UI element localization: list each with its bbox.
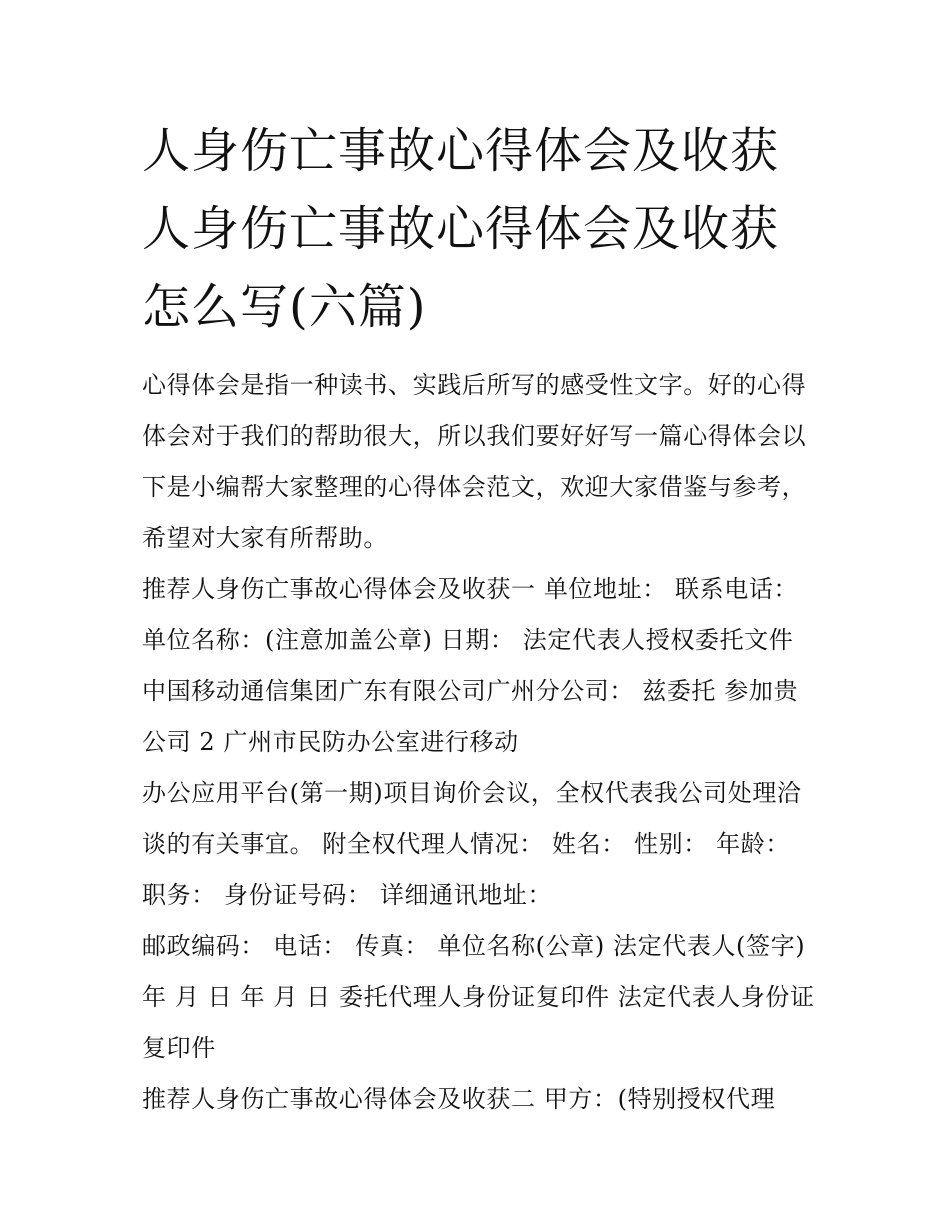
body-line: 公司 2 广州市民防办公室进行移动 — [142, 728, 519, 756]
body-line: 体会对于我们的帮助很大，所以我们要好好写一篇心得体会以 — [142, 422, 807, 450]
body-line: 年 月 日 年 月 日 委托代理人身份证复印件 法定代表人身份证 — [142, 983, 815, 1011]
body-line: 心得体会是指一种读书、实践后所写的感受性文字。好的心得 — [142, 371, 807, 399]
title-line: 人身伤亡事故心得体会及收获 — [142, 123, 780, 179]
body-line: 职务： 身份证号码： 详细通讯地址： — [142, 881, 553, 909]
body-line: 复印件 — [142, 1034, 216, 1062]
body-line: 办公应用平台(第一期)项目询价会议，全权代表我公司处理洽 — [142, 779, 802, 807]
document-body — [142, 360, 822, 1125]
body-line: 邮政编码： 电话： 传真： 单位名称(公章) 法定代表人(签字) — [142, 932, 806, 960]
document-title — [142, 112, 822, 346]
body-line: 希望对大家有所帮助。 — [142, 524, 388, 552]
body-line: 推荐人身伤亡事故心得体会及收获一 单位地址： 联系电话： — [142, 575, 799, 603]
body-line: 推荐人身伤亡事故心得体会及收获二 甲方：(特别授权代理 — [142, 1085, 776, 1113]
document-page — [142, 112, 822, 1125]
body-line: 谈的有关事宜。 附全权代理人情况： 姓名： 性别： 年龄： — [142, 830, 790, 858]
title-line: 怎么写(六篇) — [142, 279, 427, 335]
body-line: 下是小编帮大家整理的心得体会范文，欢迎大家借鉴与参考， — [142, 473, 807, 501]
body-line: 中国移动通信集团广东有限公司广州分公司： 兹委托 参加贵 — [142, 677, 799, 705]
title-line: 人身伤亡事故心得体会及收获 — [142, 201, 780, 257]
body-line: 单位名称：(注意加盖公章) 日期： 法定代表人授权委托文件 — [142, 626, 794, 654]
